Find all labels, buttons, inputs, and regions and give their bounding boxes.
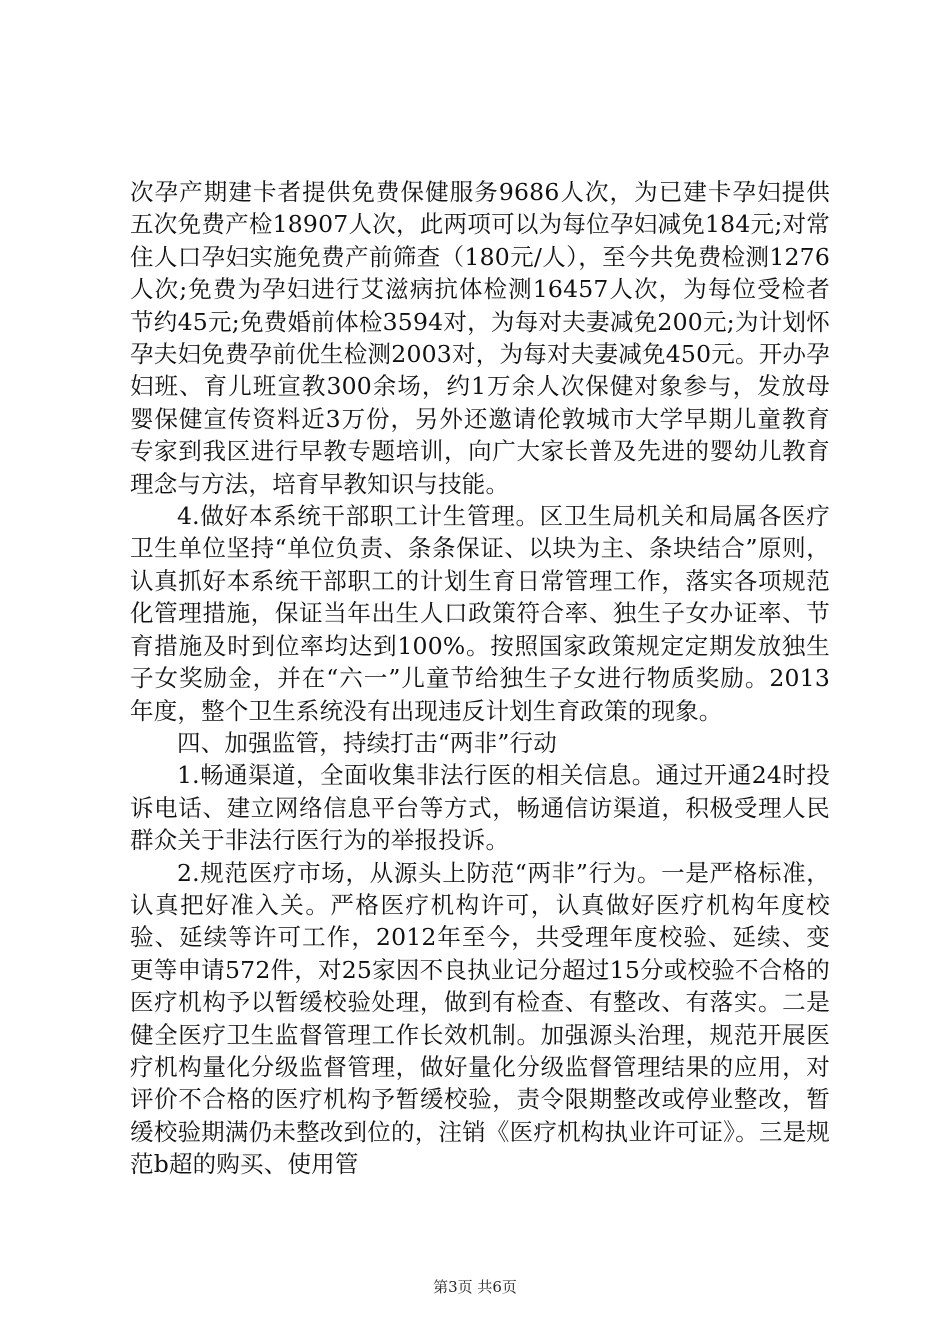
paragraph-item-1: 1.畅通渠道，全面收集非法行医的相关信息。通过开通24时投诉电话、建立网络信息平台等方式，畅通信访渠道，积极受理人民群众关于非法行医行为的举报投诉。: [130, 761, 830, 855]
page-footer: 第3页 共6页: [433, 1278, 517, 1296]
document-body: [130, 176, 830, 1181]
paragraph-item-2: 2.规范医疗市场，从源头上防范“两非”行为。一是严格标准，认真把好准入关。严格医疗机构许可，认真做好医疗机构年度校验、延续等许可工作，2012年至今，共受理年度校验、延续、变更等申请572件，对25家因不良执业记分超过15分或校验不合格的医疗机构予以暂缓校验处理，做到有检查、有整改、有落实。二是健全医疗卫生监督管理工作长效机制。加强源头治理，规范开展医疗机构量化分级监督管理，做好量化分级监督管理结果的应用，对评价不合格的医疗机构予暂缓校验，责令限期整改或停业整改，暂缓校验期满仍未整改到位的，注销《医疗机构执业许可证》。三是规范b超的购买、使用管: [130, 858, 830, 1179]
paragraph-continuation: 次孕产期建卡者提供免费保健服务9686人次，为已建卡孕妇提供五次免费产检18907人次，此两项可以为每位孕妇减免184元;对常住人口孕妇实施免费产前筛查（180元/人），至今共免费检测1276人次;免费为孕妇进行艾滋病抗体检测16457人次，为每位受检者节约45元;免费婚前体检3594对，为每对夫妻减免200元;为计划怀孕夫妇免费孕前优生检测2003对，为每对夫妻减免450元。开办孕妇班、育儿班宣教300余场，约1万余人次保健对象参与，发放母婴保健宣传资料近3万份，另外还邀请伦敦城市大学早期儿童教育专家到我区进行早教专题培训，向广大家长普及先进的婴幼儿教育理念与方法，培育早教知识与技能。: [130, 178, 830, 498]
paragraph-item-4: 4.做好本系统干部职工计生管理。区卫生局机关和局属各医疗卫生单位坚持“单位负责、条条保证、以块为主、条块结合”原则，认真抓好本系统干部职工的计划生育日常管理工作，落实各项规范化管理措施，保证当年出生人口政策符合率、独生子女办证率、节育措施及时到位率均达到100%。按照国家政策规定定期发放独生子女奖励金，并在“六一”儿童节给独生子女进行物质奖励。2013年度，整个卫生系统没有出现违反计划生育政策的现象。: [130, 502, 830, 725]
section-heading-4: 四、加强监管，持续打击“两非”行动: [177, 728, 557, 757]
